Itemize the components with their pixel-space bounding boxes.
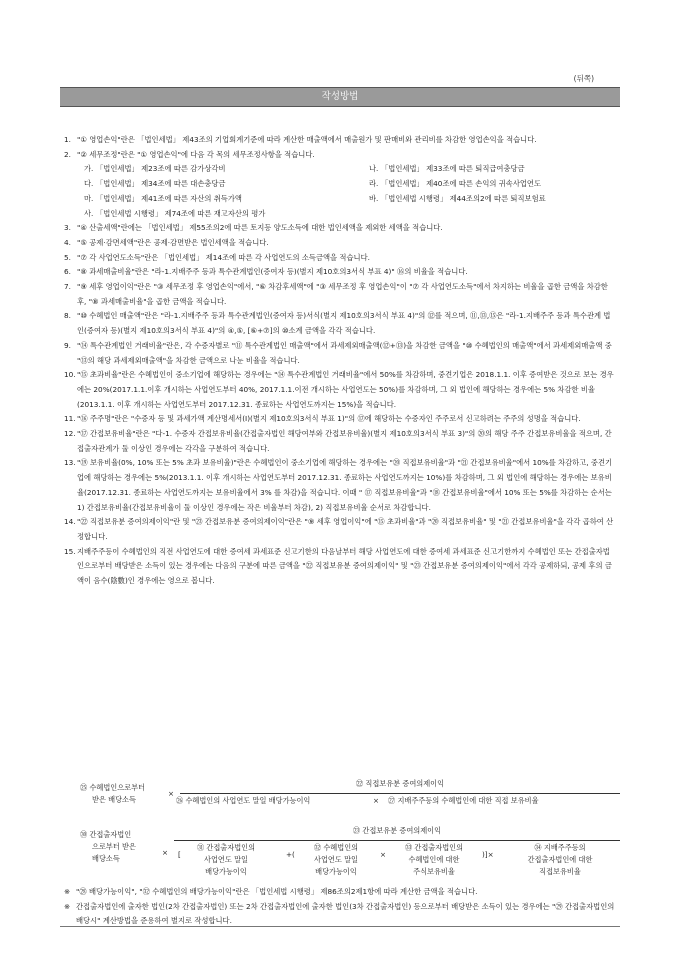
- item-number: 14.: [64, 517, 76, 527]
- note-mark: ※: [64, 887, 71, 896]
- sub-item: [64, 207, 616, 222]
- fraction-line: [174, 840, 620, 841]
- item-number: 13.: [64, 458, 76, 468]
- formula-label: [80, 829, 136, 865]
- term-line: 직접보유비율: [539, 867, 581, 876]
- note-text: "㉘ 배당가능이익", "㉜ 수혜법인의 배당가능이익"란은 「법인세법 시행령」 제86조의2제1항에 따라 계산한 금액을 적습니다.: [76, 887, 478, 896]
- list-item: [64, 515, 616, 544]
- list-item: [64, 427, 616, 456]
- sub-item-text: 「법인세법」 제33조에 따른 퇴직급여충당금: [381, 164, 525, 174]
- item-text: "⑰ 간접보유비율"란은 "다-1. 수증자 간접보유비율(간접출자법인 해당여부와 간접보유비율)(별지 제10호의3서식 부표 3)"의 ⑳의 해당 주주 간접보유비율을 적으며, 간접출자관계가 둘 이상인 경우에는 각각을 구분하여 적습니다.: [77, 429, 612, 453]
- formula-label-line: 으로부터 받은: [92, 842, 136, 851]
- section-title: 작성방법: [321, 91, 359, 102]
- formula-direct-dividend: [80, 778, 620, 822]
- item-text: "⑯ 주주명"란은 "수증자 등 및 과세가액 계산명세서(Ⅰ)(별지 제10호의3서식 부표 1)"의 ⑰에 해당하는 수증자인 주주로서 신고하려는 주주의 성명을 적습니다.: [77, 414, 581, 424]
- sub-item-text: 「법인세법」 제41조에 따른 자산의 취득가액: [96, 193, 242, 203]
- sub-item: [369, 162, 636, 177]
- sub-item: [84, 177, 369, 192]
- plus-sign: +(: [286, 850, 295, 859]
- sub-item-text: 「법인세법 시행령」 제74조에 따른 재고자산의 평가: [96, 208, 266, 218]
- sub-item: [84, 192, 369, 207]
- instructions: [64, 133, 616, 589]
- bottom-divider: [60, 926, 620, 927]
- sub-item-number: 라.: [369, 179, 379, 189]
- formula-numerator: ㉓ 간접보유분 증여의제이익: [352, 826, 442, 835]
- sub-item-number: 사.: [84, 208, 94, 218]
- item-number: 5.: [64, 252, 71, 262]
- term-line: ㉜ 수혜법인의: [313, 843, 359, 852]
- term-line: ㉛ 간접출자법인의: [196, 843, 256, 852]
- note-item: [64, 900, 616, 929]
- sub-item-text: 「법인세법」 제34조에 따른 대손충당금: [96, 179, 226, 189]
- formula-term-a: [183, 842, 269, 878]
- times-sign: ×: [380, 850, 387, 859]
- item-number: 12.: [64, 429, 76, 439]
- item-text: "⑨ 세후 영업이익"란은 "③ 세무조정 후 영업손익"에서, "⑥ 차감후세액"에 "③ 세무조정 후 영업손익"이 "⑦ 각 사업연도소득"에서 차지하는 비율을 곱한 금액을 차감한 후, "⑧ 과세매출비율"을 곱한 금액을 적습니다.: [77, 282, 608, 306]
- formula-label-line: ㉚ 간접출자법인: [80, 830, 132, 839]
- list-item: [64, 309, 616, 338]
- item-number: 7.: [64, 282, 71, 292]
- formula-denominator-b: ㉗ 지배주주등의 수혜법인에 대한 직접 보유비율: [388, 796, 539, 805]
- bracket: [: [178, 850, 181, 859]
- sub-item-number: 마.: [84, 193, 94, 203]
- list-item: [64, 251, 616, 266]
- formula-label-line: ㉕ 수혜법인으로부터: [80, 783, 146, 792]
- term-line: 간접출자법인에 대한: [527, 855, 593, 864]
- item-text: "⑲ 보유비율(0%, 10% 또는 5% 초과 보유비율)"란은 수혜법인이 중소기업에 해당하는 경우에는 "⑳ 직접보유비율"과 "㉑ 간접보유비율"에서 10%를 차감하고, 중견기업에 해당하는 경우에는 5%(2013.1.1. 이후 개시하는 사업연도부터 2017.12.31. 종료하는 사업연도까지는 10%)를 차감하며, 그 외 법인에 해당하는 경우에는 보유비율(2017.12.31. 종료하는 사업연도까지는 보유비율에서 3% 를 차감)을 적습니다. 이때 " ⑰ 직접보유비율"과 "⑱ 간접보유비율"에서 10% 또는 5%를 차감하는 순서는 1) 간접보유비율(간접보유비율이 둘 이상인 경우에는 작은 비율부터 차감), 2) 직접보유비율 순서로 차감합니다.: [77, 458, 613, 512]
- list-item: [64, 148, 616, 163]
- sub-item-number: 가.: [84, 164, 94, 174]
- item-text: 지배주주등이 수혜법인의 직전 사업연도에 대한 증여세 과세표준 신고기한의 다음날부터 해당 사업연도에 대한 증여세 과세표준 신고기한까지 수혜법인 또는 간접출자법인으로부터 배당받은 소득이 있는 경우에는 다음의 구분에 따른 금액을 "㉒ 직접보유분 증여의제이익" 및 "㉓ 간접보유분 증여의제이익"에서 각각 공제하되, 공제 후의 금액이 음수(陰數)인 경우에는 영으로 봅니다.: [77, 546, 612, 586]
- item-number: 6.: [64, 267, 71, 277]
- item-number: 4.: [64, 237, 71, 247]
- sub-item: [369, 192, 636, 207]
- list-item: [64, 339, 616, 368]
- item-number: 3.: [64, 223, 71, 233]
- term-line: 사업연도 말일: [314, 855, 358, 864]
- list-item: [64, 221, 616, 236]
- term-line: 배당가능이익: [315, 867, 357, 876]
- term-line: ㉞ 지배주주등의: [534, 843, 586, 852]
- list-item: [64, 236, 616, 251]
- section-title-bar: [60, 87, 620, 107]
- note-text: 간접출자법인에 출자한 법인(2차 간접출자법인) 또는 2차 간접출자법인에 출자한 법인(3차 간접출자법인) 등으로부터 배당받은 소득이 있는 경우에는 "㉙ 간접출자법인의 배당시" 계산방법을 준용하여 별지로 작성합니다.: [76, 901, 615, 926]
- formula-label-line: 배당소득: [92, 854, 120, 863]
- item-number: 10.: [64, 370, 76, 380]
- item-number: 8.: [64, 311, 71, 321]
- term-line: 사업연도 말일: [204, 855, 248, 864]
- list-item: [64, 545, 616, 589]
- term-line: 배당가능이익: [205, 867, 247, 876]
- sub-item-number: 바.: [369, 193, 379, 203]
- item-text: "② 세무조정"란은 "① 영업손익"에 다음 각 목의 세무조정사항을 적습니다.: [77, 149, 315, 159]
- list-item: [64, 456, 616, 515]
- item-text: "⑩ 수혜법인 매출액"란은 "라-1.지배주주 등과 특수관계법인(증여자 등)서식(별지 제10호의3서식 부표 4)"의 ⑫를 적으며, ⑪,⑬,⑮은 "라-1.지배주주 등과 특수관계 법인(증여자 등)(별지 제10호의3서식 부표 4)"의 ④,⑤, [⑥+⑦]의 ⑩소계 금액을 각각 적습니다.: [77, 311, 611, 336]
- sub-item-text: 「법인세법」 제40조에 따른 손익의 귀속사업연도: [381, 179, 542, 189]
- item-text: "⑤ 공제·감면세액"란은 공제·감면받은 법인세액을 적습니다.: [77, 237, 269, 247]
- formula-label-line: 받은 배당소득: [92, 795, 136, 804]
- item-number: 1.: [64, 135, 71, 144]
- item-text: "① 영업손익"란은 「법인세법」 제43조의 기업회계기준에 따라 계산한 매출액에서 매출원가 및 판매비와 관리비를 차감한 영업손익을 적습니다.: [77, 135, 537, 144]
- sub-item: [84, 162, 369, 177]
- formula-denominator-a: ㉖ 수혜법인의 사업연도 말일 배당가능이익: [176, 796, 311, 805]
- fraction-line: [180, 793, 620, 794]
- sub-item-number: 나.: [369, 164, 379, 174]
- formula-label: [80, 782, 145, 806]
- item-text: "⑭ 특수관계법인 거래비율"란은, 각 수증자별로 "⑪ 특수관계법인 매출액"에서 과세제외매출액(⑫+⑬)을 차감한 금액을 "⑩ 수혜법인의 매출액"에서 과세제외매출액 중 "⑬의 해당 과세제외매출액"을 차감한 금액으로 나눈 비율을 적습니다.: [77, 340, 612, 365]
- times-sign: ×: [168, 789, 175, 798]
- list-item: [64, 133, 616, 148]
- list-item: [64, 265, 616, 280]
- item-text: "④ 산출세액"란에는 「법인세법」 제55조의2에 따른 토지등 양도소득에 대한 법인세액을 제외한 세액을 적습니다.: [77, 223, 443, 233]
- page-tag: (뒤쪽): [573, 74, 594, 83]
- term-line: ㉝ 간접출자법인의: [404, 843, 464, 852]
- item-text: "⑧ 과세매출비율"란은 "라-1.지배주주 등과 특수관계법인(증여자 등)(별지 제10호의3서식 부표 4)" ⑯의 비율을 적습니다.: [77, 267, 468, 277]
- times-sign: ×: [373, 796, 380, 805]
- term-line: 수혜법인에 대한: [408, 855, 460, 864]
- list-item: [64, 412, 616, 427]
- formula-numerator: ㉒ 직접보유분 증여의제이익: [355, 779, 445, 788]
- note-item: [64, 885, 616, 900]
- sub-item-grid: [64, 162, 616, 206]
- list-item: [64, 368, 616, 412]
- term-line: 주식보유비율: [413, 867, 455, 876]
- sub-item: [369, 177, 636, 192]
- formula-term-d: [504, 842, 616, 878]
- times-sign: ×: [162, 848, 169, 857]
- item-number: 15.: [64, 546, 76, 556]
- item-number: 2.: [64, 149, 71, 159]
- bracket: )]×: [482, 850, 494, 859]
- sub-item-text: 「법인세법 시행령」 제44조의2에 따른 퇴직보험료: [381, 193, 546, 203]
- sub-item-number: 다.: [84, 179, 94, 189]
- item-text: "⑦ 각 사업연도소득"란은 「법인세법」 제14조에 따른 각 사업연도의 소득금액을 적습니다.: [77, 252, 370, 262]
- item-number: 11.: [64, 414, 76, 424]
- list-item: [64, 280, 616, 309]
- item-text: "⑮ 초과비율"란은 수혜법인이 중소기업에 해당하는 경우에는 "⑭ 특수관계법인 거래비율"에서 50%를 차감하며, 중견기업은 2018.1.1. 이후 증여받은 것으로 보는 경우에는 20%(2017.1.1.이후 개시하는 사업연도부터 40%, 2017.1.1.이전 개시하는 사업연도는 50%)를 차감하며, 그 외 법인에 해당하는 경우에는 5% 차감한 비율(2013.1.1. 이후 개시하는 사업연도부터 2017.12.31. 종료하는 사업연도까지는 15%)을 적습니다.: [77, 370, 614, 409]
- item-text: "㉒ 직접보유분 증여의제이익"란 및 "㉓ 간접보유분 증여의제이익"란은 "⑨ 세후 영업이익"에 "⑮ 초과비율"과 "⑳ 직접보유비율" 및 "㉑ 간접보유비율"을 각각 곱하여 산정합니다.: [77, 517, 614, 541]
- sub-item-text: 「법인세법」 제23조에 따른 감가상각비: [96, 164, 226, 174]
- formula-term-c: [390, 842, 478, 878]
- formula-indirect-dividend: [80, 825, 620, 883]
- note-mark: ※: [64, 901, 71, 911]
- item-number: 9.: [64, 340, 71, 350]
- notes: [64, 885, 616, 929]
- formula-term-b: [295, 842, 377, 878]
